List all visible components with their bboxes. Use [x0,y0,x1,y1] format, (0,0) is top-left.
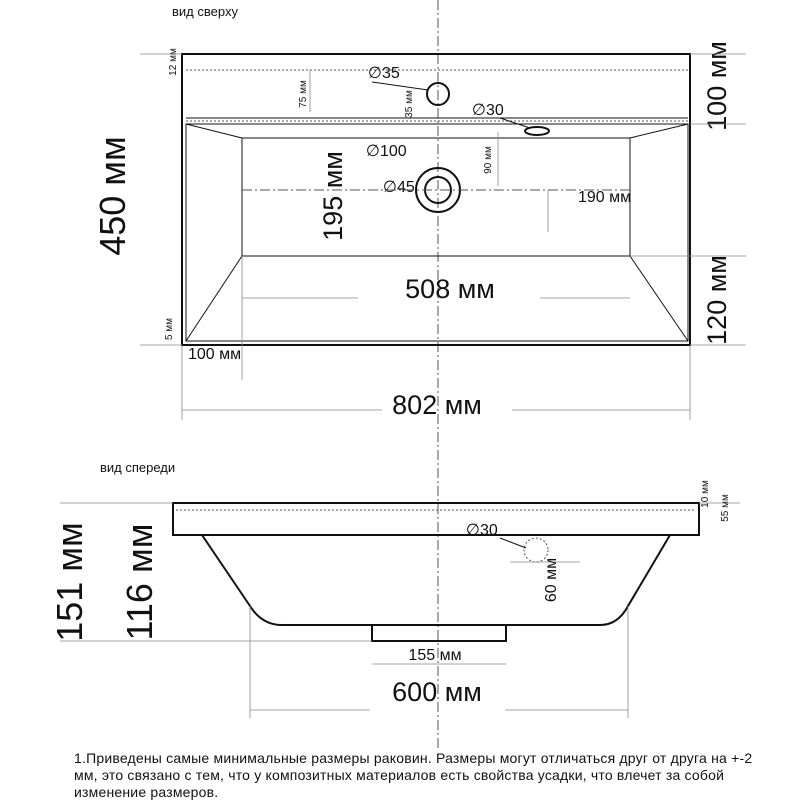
bevel-corner-tr [630,124,688,138]
dim-rim-back: 12 мм [168,48,179,76]
dim-bowl-width: 508 мм [405,274,495,304]
drain-outer-label: ∅100 [366,143,407,160]
bevel-corner-bl [186,256,242,341]
tap-hole-label: ∅35 [368,65,400,82]
drain-inner-label: ∅45 [383,179,415,196]
dim-top-band: 55 мм [720,494,731,522]
dim-front-bowl-width: 600 мм [392,677,482,707]
overflow-hole-label: ∅30 [472,102,504,119]
overflow-hole-leader [500,118,530,128]
dim-side-offset: 100 мм [188,346,242,363]
front-view [49,460,740,718]
dim-depth-total: 450 мм [92,136,133,256]
dim-rim-front: 5 мм [164,317,175,341]
dim-overflow-depth: 60 мм [543,557,560,603]
dim-tap-from-back: 75 мм [298,80,309,108]
front-top-slab [173,503,699,535]
front-view-caption: вид спереди [100,460,176,475]
dim-bowl-depth: 195 мм [318,151,348,241]
dim-drain-offset: 190 мм [578,189,632,206]
footnote: 1.Приведены самые минимальные размеры раковин. Размеры могут отличаться друг от друга на +-2 мм, это связано с тем, что у композитных материалов есть свойства усадки, что влечет за собой изменение размеров. [74,750,753,800]
dim-height-total: 151 мм [49,522,90,642]
dim-front-margin: 120 мм [702,255,732,345]
bowl-outer-edge [186,124,688,341]
top-view-caption: вид сверху [172,4,238,19]
bevel-corner-tl [186,124,242,138]
bevel-corner-br [630,256,688,341]
dim-ledge: 100 мм [702,41,732,131]
dim-width-total: 802 мм [392,390,482,420]
bowl-bottom [242,138,630,256]
overflow-hole [525,127,549,135]
front-bowl-body [202,535,670,625]
front-overflow-leader [500,538,526,548]
dim-tap-to-overflow: 35 мм [404,90,415,118]
front-overflow-label: ∅30 [466,522,498,539]
dim-bowl-height: 116 мм [119,523,160,641]
dim-overflow-to-drain: 90 мм [483,146,494,174]
front-drain-stub [372,625,506,641]
top-view [92,0,746,750]
dim-top-thickness: 10 мм [700,480,711,508]
dim-drain-width: 155 мм [408,647,462,664]
tap-hole-leader [372,82,428,90]
